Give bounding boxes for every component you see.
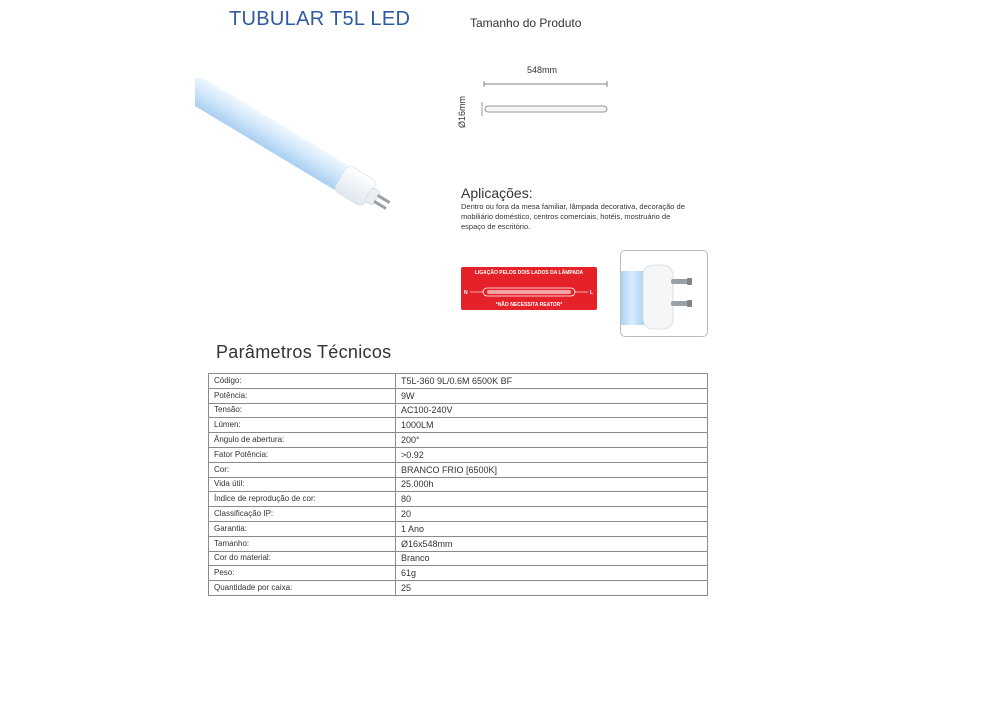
- table-row: [209, 477, 708, 492]
- wiring-title: LIGAÇÃO PELOS DOIS LADOS DA LÂMPADA: [474, 270, 584, 276]
- spec-value: 1000LM: [396, 418, 708, 433]
- table-row: [209, 388, 708, 403]
- spec-value: Ø16x548mm: [396, 536, 708, 551]
- table-row: [209, 418, 708, 433]
- table-row: [209, 374, 708, 389]
- spec-label: Garantia:: [209, 521, 396, 536]
- table-row: [209, 447, 708, 462]
- spec-label: Quantidade por caixa:: [209, 581, 396, 596]
- tube-end-closeup-image: [620, 250, 708, 337]
- spec-label: Potência:: [209, 388, 396, 403]
- spec-value: Branco: [396, 551, 708, 566]
- page-title: TUBULAR T5L LED: [229, 8, 411, 30]
- spec-label: Fator Potência:: [209, 447, 396, 462]
- spec-value: BRANCO FRIO [6500K]: [396, 462, 708, 477]
- spec-label: Cor:: [209, 462, 396, 477]
- spec-label: Vida útil:: [209, 477, 396, 492]
- table-row: [209, 507, 708, 522]
- table-row: [209, 521, 708, 536]
- table-row: [209, 581, 708, 596]
- spec-value: 1 Ano: [396, 521, 708, 536]
- spec-value: 61g: [396, 566, 708, 581]
- spec-value: 25: [396, 581, 708, 596]
- wiring-left-pin: N: [464, 290, 468, 296]
- wiring-tube-icon: [461, 282, 597, 300]
- wiring-note: *NÃO NECESSITA REATOR*: [495, 302, 563, 308]
- spec-value: AC100-240V: [396, 403, 708, 418]
- spec-value: 9W: [396, 388, 708, 403]
- spec-label: Tamanho:: [209, 536, 396, 551]
- applications-heading: Aplicações:: [461, 185, 533, 201]
- params-heading: Parâmetros Técnicos: [216, 342, 392, 362]
- spec-label: Lúmen:: [209, 418, 396, 433]
- spec-value: >0.92: [396, 447, 708, 462]
- table-row: [209, 492, 708, 507]
- tube-pins-icon: [621, 251, 707, 336]
- spec-label: Tensão:: [209, 403, 396, 418]
- spec-value: 20: [396, 507, 708, 522]
- spec-label: Classificação IP:: [209, 507, 396, 522]
- applications-text: Dentro ou fora da mesa familiar, lâmpada decorativa, decoração de mobiliário doméstico, centros comerciais, hotéis, mostruário de espaço de escritório.: [461, 202, 685, 231]
- spec-label: Cor do material:: [209, 551, 396, 566]
- diameter-label: Ø16mm: [457, 95, 467, 128]
- table-row: [209, 536, 708, 551]
- table-row: [209, 462, 708, 477]
- wiring-diagram: [461, 267, 597, 310]
- spec-label: Ângulo de abertura:: [209, 433, 396, 448]
- wiring-right-pin: L: [590, 290, 594, 296]
- spec-table: [208, 373, 708, 596]
- spec-value: 200°: [396, 433, 708, 448]
- spec-value: T5L-360 9L/0.6M 6500K BF: [396, 374, 708, 389]
- spec-label: Peso:: [209, 566, 396, 581]
- table-row: [209, 433, 708, 448]
- spec-label: Índice de reprodução de cor:: [209, 492, 396, 507]
- spec-label: Código:: [209, 374, 396, 389]
- table-row: [209, 403, 708, 418]
- table-row: [209, 551, 708, 566]
- table-row: [209, 566, 708, 581]
- size-heading: Tamanho do Produto: [470, 16, 582, 30]
- spec-value: 80: [396, 492, 708, 507]
- spec-value: 25.000h: [396, 477, 708, 492]
- length-label: 548mm: [527, 65, 558, 75]
- led-tube-image: [195, 78, 435, 238]
